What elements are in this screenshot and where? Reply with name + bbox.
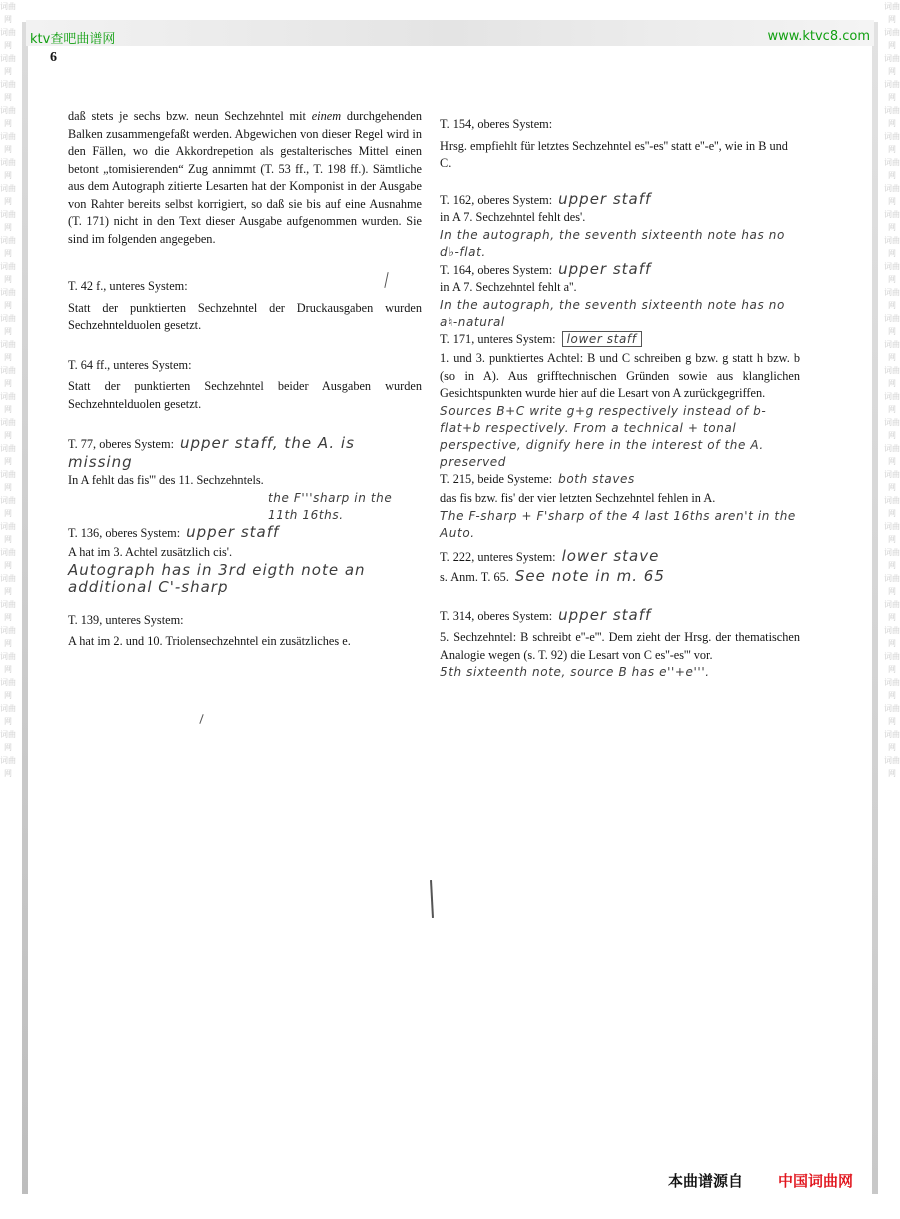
entry-heading: T. 139, unteres System:: [68, 612, 184, 627]
entry-t314: [440, 607, 800, 682]
entry-t139: [68, 612, 422, 651]
entry-text: in A 7. Sechzehntel fehlt a''.: [440, 280, 577, 294]
scan-edge-right: [872, 22, 878, 1194]
entry-text: 1. und 3. punktiertes Achtel: B und C schreiben g bzw. g statt h bzw. b (so in A). Aus grifftechnischen Gründen sowie aus klanglichen Gesichtspunkten wurde hier auf die Lesart von A zurückgegriffen.: [440, 351, 800, 400]
handwritten-note: lower staff: [562, 331, 642, 347]
handwritten-note: the F'''sharp in the 11th 16ths.: [268, 490, 393, 522]
entry-heading: T. 171, unteres System:: [440, 331, 556, 346]
entry-text: s. Anm. T. 65.: [440, 570, 509, 584]
handwritten-note: upper staff: [558, 605, 652, 624]
entry-heading: T. 64 ff., unteres System:: [68, 357, 192, 372]
entry-t215: [440, 471, 800, 542]
entry-t42: [68, 278, 422, 335]
handwritten-note: upper staff, the A. is missing: [68, 434, 355, 471]
site-name-left[interactable]: ktv查吧曲谱网: [30, 32, 116, 47]
entry-heading: T. 77, oberes System:: [68, 437, 174, 451]
entry-text: das fis bzw. fis' der vier letzten Sechzehntel fehlen in A.: [440, 491, 716, 505]
entry-text: A hat im 3. Achtel zusätzlich cis'.: [68, 545, 233, 559]
entry-heading: T. 215, beide Systeme:: [440, 471, 553, 486]
entry-heading: T. 136, oberes System:: [68, 525, 181, 540]
entry-heading: T. 162, oberes System:: [440, 192, 553, 207]
right-column: [440, 116, 800, 681]
site-url-right[interactable]: www.ktvc8.com: [767, 29, 870, 44]
entry-t64: [68, 357, 422, 414]
entry-heading: T. 164, oberes System:: [440, 262, 553, 277]
entry-heading: T. 42 f., unteres System:: [68, 279, 188, 293]
entry-t171: [440, 331, 800, 471]
scan-edge-left: [22, 22, 28, 1194]
footer-site-link[interactable]: 中国词曲网: [778, 1172, 854, 1190]
entry-heading: T. 314, oberes System:: [440, 608, 553, 623]
scan-top-band: [26, 20, 874, 46]
entry-t164: [440, 261, 800, 331]
entry-text: A hat im 2. und 10. Triolensechzehntel ein zusätzliches e.: [68, 634, 351, 648]
entry-text: In A fehlt das fis''' des 11. Sechzehntels.: [68, 473, 264, 487]
entry-text: Statt der punktierten Sechzehntel beider Ausgaben wurden Sechzehntelduolen gesetzt.: [68, 379, 422, 411]
handwritten-note: Autograph has in 3rd eigth note an additional C'-sharp: [68, 560, 366, 596]
entry-text: 5. Sechzehntel: B schreibt e''-e'''. Dem zieht der Hrsg. der thematischen Analogie wegen (s. T. 92) die Lesart von C es''-es''' vor.: [440, 630, 800, 662]
pencil-mark: [199, 714, 203, 724]
entry-text: Hrsg. empfiehlt für letztes Sechzehntel es''-es'' statt e''-e'', wie in B und C.: [440, 138, 788, 170]
watermark-column-right: 词曲网 词曲网 词曲网 词曲网 词曲网 词曲网 词曲网 词曲网 词曲网 词曲网 词曲网 词曲网 词曲网 词曲网 词曲网 词曲网 词曲网 词曲网 词曲网 词曲网 词曲网 词曲网 词曲网 词曲网 词曲网 词曲网 词曲网 词曲网 词曲网 词曲网: [884, 2, 900, 778]
handwritten-note: lower stave: [561, 546, 660, 565]
entry-text: Statt der punktierten Sechzehntel der Druckausgaben wurden Sechzehntelduolen gesetzt.: [68, 300, 422, 332]
entry-t162: [440, 191, 800, 261]
watermark-column-left: 词曲网 词曲网 词曲网 词曲网 词曲网 词曲网 词曲网 词曲网 词曲网 词曲网 词曲网 词曲网 词曲网 词曲网 词曲网 词曲网 词曲网 词曲网 词曲网 词曲网 词曲网 词曲网 词曲网 词曲网 词曲网 词曲网 词曲网 词曲网 词曲网 词曲网: [0, 2, 16, 778]
handwritten-note: upper staff: [186, 522, 280, 541]
handwritten-note: both staves: [558, 471, 635, 486]
left-column: [68, 108, 422, 651]
entry-heading: T. 222, unteres System:: [440, 549, 556, 564]
entry-t154: [440, 116, 800, 173]
footer-source-label: 本曲谱源自: [668, 1172, 744, 1190]
entry-t77: [68, 435, 422, 524]
handwritten-note: The F-sharp + F'sharp of the 4 last 16ths aren't in the Auto.: [440, 508, 796, 540]
handwritten-note: In the autograph, the seventh sixteenth note has no a♮-natural: [440, 297, 785, 329]
entry-heading: T. 154, oberes System:: [440, 117, 553, 131]
handwritten-note: 5th sixteenth note, source B has e''+e'''.: [440, 665, 710, 679]
entry-text: in A 7. Sechzehntel fehlt des'.: [440, 210, 586, 224]
page-number: 6: [50, 50, 57, 65]
entry-t136: [68, 524, 422, 596]
handwritten-note: In the autograph, the seventh sixteenth note has no d♭-flat.: [440, 227, 785, 259]
pencil-mark: [430, 880, 433, 918]
handwritten-note: Sources B+C write g+g respectively instead of b-flat+b respectively. From a technical + tonal perspective, dignify here in the interest of the A. preserved: [440, 403, 767, 469]
intro-paragraph: daß stets je sechs bzw. neun Sechzehntel mit einem durchgehenden Balken zusammengefaßt werden. Abgewichen von dieser Regel wird in den Fällen, wo die Akkordrepetion als gestalterisches Mittel einen betont „tomisierenden“ Zug annimmt (T. 53 ff., T. 198 ff.). Sämtliche aus dem Autograph zitierte Lesarten hat der Komponist in der Ausgabe von Rahter bereits selbst korrigiert, so daß sie bis auf eine Ausnahme (T. 171) nicht in den Text dieser Ausgabe aufgenommen wurden. Sie sind im folgenden angegeben.: [68, 109, 422, 246]
handwritten-note: upper staff: [558, 259, 652, 278]
entry-t222: [440, 548, 800, 587]
handwritten-note: See note in m. 65: [514, 567, 665, 585]
handwritten-note: upper staff: [558, 189, 652, 208]
